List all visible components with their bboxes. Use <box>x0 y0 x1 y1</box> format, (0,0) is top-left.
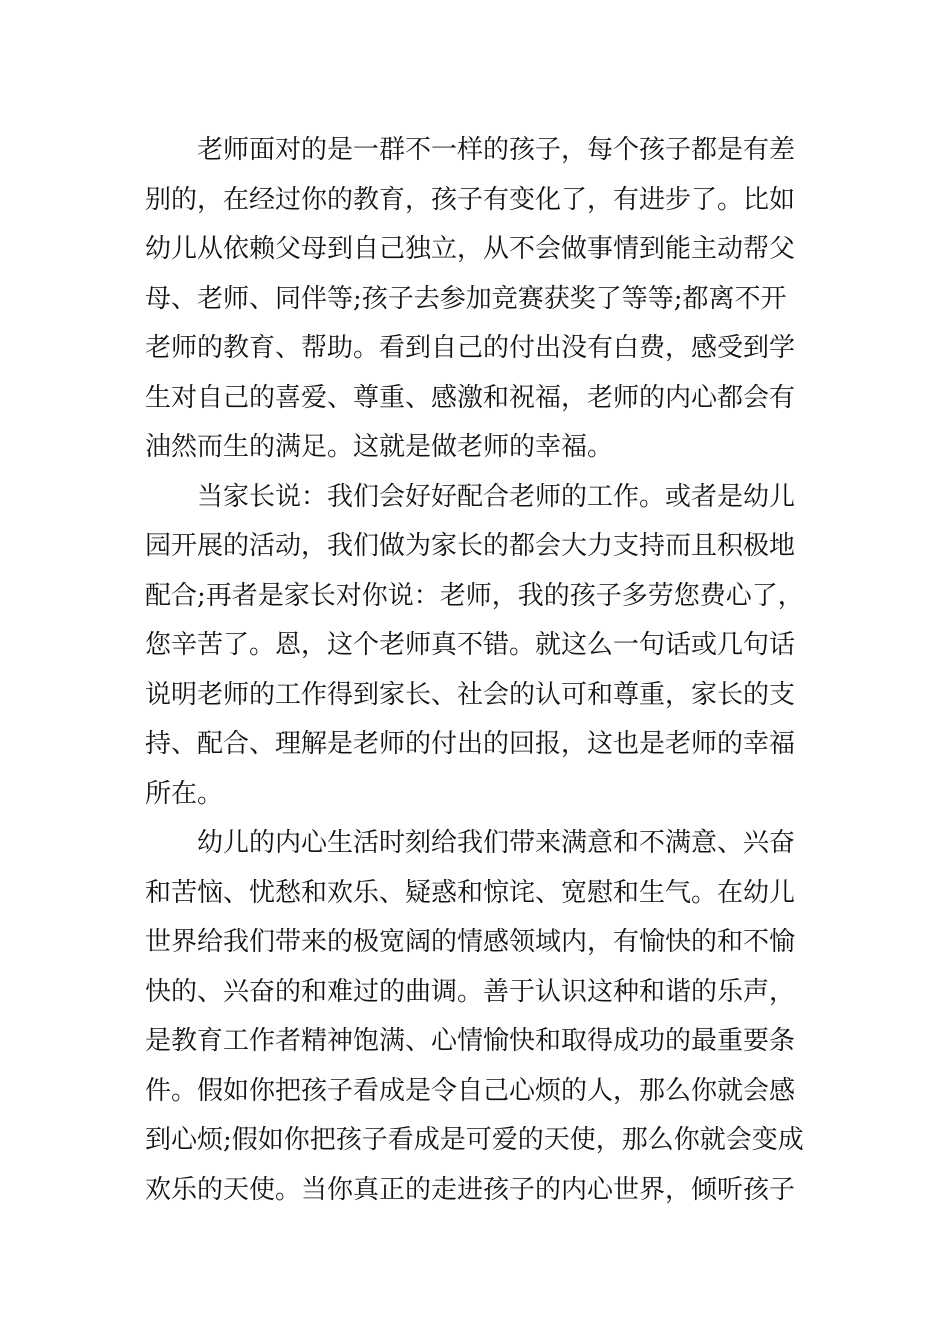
text-line: 老师的教育、帮助。看到自己的付出没有白费，感受到学 <box>145 333 796 363</box>
text-line: 别的，在经过你的教育，孩子有变化了，有进步了。比如 <box>145 184 796 215</box>
text-line: 是教育工作者精神饱满、心情愉快和取得成功的最重要条 <box>145 1026 796 1056</box>
text-line: 配合;再者是家长对你说：老师，我的孩子多劳您费心了， <box>145 580 804 611</box>
text-line: 园开展的活动，我们做为家长的都会大力支持而且积极地 <box>145 531 796 561</box>
text-line: 幼儿从依赖父母到自己独立，从不会做事情到能主动帮父 <box>145 234 796 264</box>
text-line: 说明老师的工作得到家长、社会的认可和尊重，家长的支 <box>145 679 796 710</box>
text-line: 油然而生的满足。这就是做老师的幸福。 <box>145 432 614 462</box>
text-line: 生对自己的喜爱、尊重、感激和祝福，老师的内心都会有 <box>145 382 796 413</box>
text-line: 持、配合、理解是老师的付出的回报，这也是老师的幸福 <box>145 729 796 759</box>
text-line: 您辛苦了。恩，这个老师真不错。就这么一句话或几句话 <box>145 630 796 660</box>
paragraph-2 <box>145 473 810 820</box>
text-line: 所在。 <box>145 778 224 809</box>
paragraph-1 <box>145 126 810 473</box>
text-line: 快的、兴奋的和难过的曲调。善于认识这种和谐的乐声， <box>145 976 796 1007</box>
text-line: 老师面对的是一群不一样的孩子，每个孩子都是有差 <box>197 135 796 165</box>
text-line: 和苦恼、忧愁和欢乐、疑惑和惊诧、宽慰和生气。在幼儿 <box>145 877 796 908</box>
text-line: 到心烦;假如你把孩子看成是可爱的天使，那么你就会变成 <box>145 1125 804 1155</box>
text-line: 幼儿的内心生活时刻给我们带来满意和不满意、兴奋 <box>197 828 796 858</box>
body-text <box>145 126 810 1215</box>
text-line: 母、老师、同伴等;孩子去参加竞赛获奖了等等;都离不开 <box>145 283 787 314</box>
text-line: 当家长说：我们会好好配合老师的工作。或者是幼儿 <box>197 481 796 512</box>
text-line: 世界给我们带来的极宽阔的情感领域内，有愉快的和不愉 <box>145 927 796 957</box>
text-line: 件。假如你把孩子看成是令自己心烦的人，那么你就会感 <box>145 1075 796 1106</box>
text-line: 欢乐的天使。当你真正的走进孩子的内心世界，倾听孩子 <box>145 1174 796 1205</box>
paragraph-3 <box>145 819 810 1215</box>
